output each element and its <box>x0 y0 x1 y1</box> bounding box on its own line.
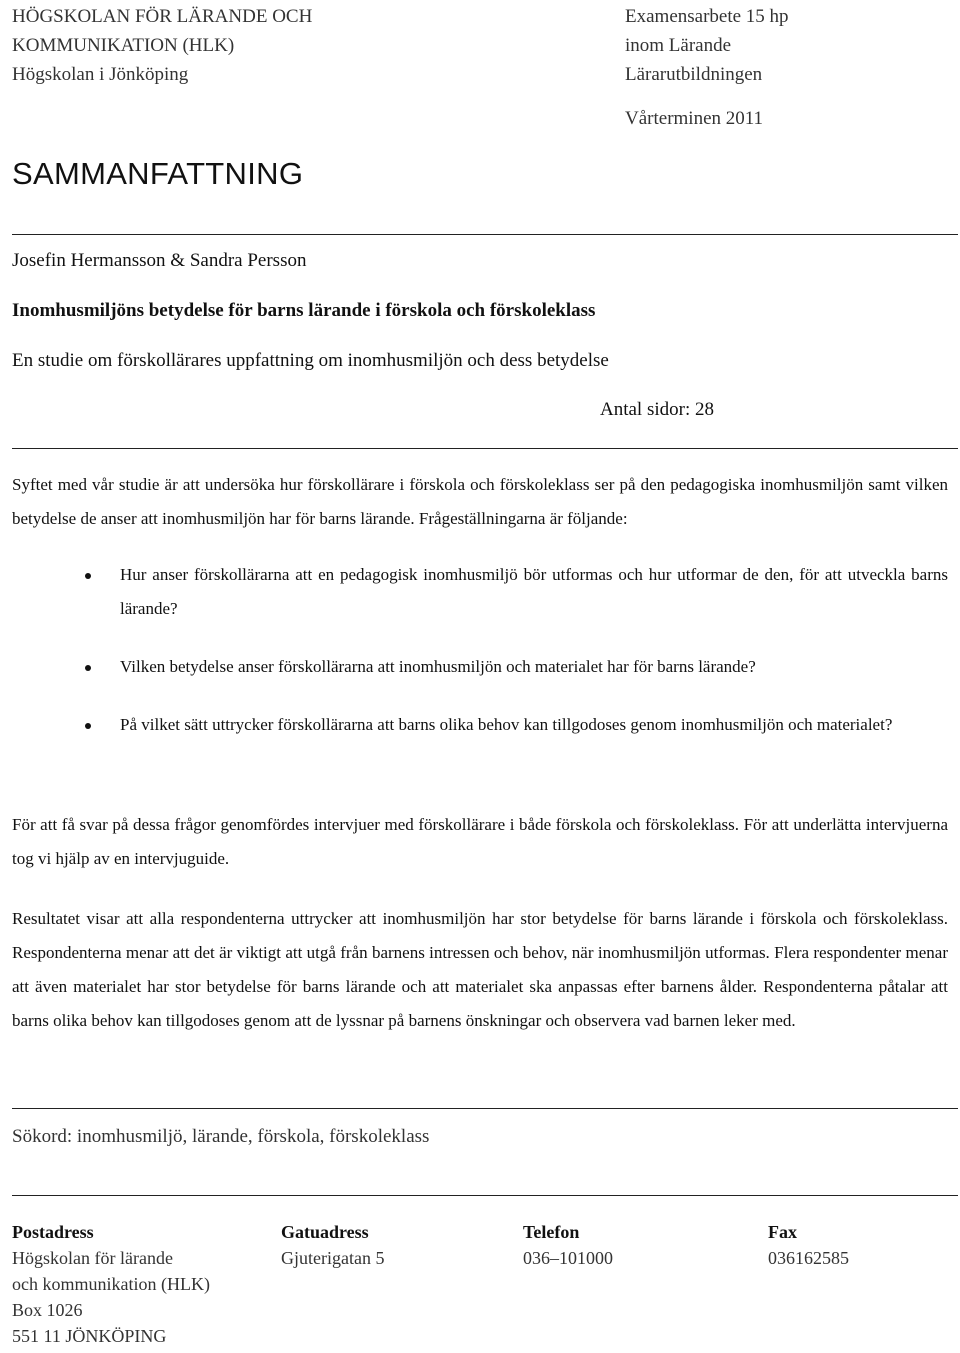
bullet-icon <box>85 573 91 579</box>
footer-line: Gjuterigatan 5 <box>281 1248 385 1268</box>
institution-line: Högskolan i Jönköping <box>12 64 189 85</box>
footer-heading: Gatuadress <box>281 1222 369 1242</box>
footer-fax <box>768 1219 849 1271</box>
institution-line: KOMMUNIKATION (HLK) <box>12 35 235 56</box>
authors: Josefin Hermansson & Sandra Persson <box>12 250 307 271</box>
footer-heading: Postadress <box>12 1222 94 1242</box>
footer-heading: Fax <box>768 1222 797 1242</box>
divider <box>12 448 958 449</box>
footer-postal-address <box>12 1219 210 1349</box>
divider <box>12 234 958 235</box>
abstract-method: För att få svar på dessa frågor genomfördes intervjuer med förskollärare i både förskola och förskoleklass. För att underlätta intervjuerna tog vi hjälp av en intervjuguide. <box>12 815 948 868</box>
bullet-icon <box>85 723 91 729</box>
footer-heading: Telefon <box>523 1222 580 1242</box>
footer-line: 036–101000 <box>523 1248 613 1268</box>
thesis-subtitle: En studie om förskollärares uppfattning om inomhusmiljön och dess betydelse <box>12 350 609 371</box>
course-line: Examensarbete 15 hp <box>625 6 789 27</box>
abstract-results: Resultatet visar att alla respondenterna uttrycker att inomhusmiljön har stor betydelse för barns lärande i förskola och förskoleklass. Respondenterna menar att det är viktigt att utgå från barnens intressen och behov, när inomhusmiljön utformas. Flera respondenter menar att även materialet har stor betydelse för barns lärande och att materialet ska anpassas efter barnens ålder. Respondenterna påtalar att barns olika behov kan tillgodoses genom att de lyssnar på barnens önskningar och observera vad barnen leker med. <box>12 909 948 1030</box>
institution-header <box>12 2 312 89</box>
footer-line: och kommunikation (HLK) <box>12 1274 210 1294</box>
divider <box>12 1195 958 1196</box>
research-questions <box>12 558 948 766</box>
list-item <box>12 558 948 626</box>
course-line: Lärarutbildningen <box>625 64 763 85</box>
list-item <box>12 650 948 684</box>
bullet-icon <box>85 665 91 671</box>
course-header <box>625 2 789 89</box>
course-line: inom Lärande <box>625 35 732 56</box>
footer-line: Högskolan för lärande <box>12 1248 173 1268</box>
page-count: Antal sidor: 28 <box>600 399 714 420</box>
keywords: Sökord: inomhusmiljö, lärande, förskola, förskoleklass <box>12 1126 430 1147</box>
list-item <box>12 708 948 742</box>
abstract-intro: Syftet med vår studie är att undersöka hur förskollärare i förskola och förskoleklass ser på den pedagogiska inomhusmiljön samt vilken betydelse de anser att inomhusmiljön har för barns lärande. Frågeställningarna är följande: <box>12 475 948 528</box>
question-text: Vilken betydelse anser förskollärarna att inomhusmiljön och materialet har för barns lärande? <box>120 657 756 676</box>
divider <box>12 1108 958 1109</box>
question-text: På vilket sätt uttrycker förskollärarna att barns olika behov kan tillgodoses genom inomhusmiljön och materialet? <box>120 715 893 734</box>
footer-street-address <box>281 1219 384 1271</box>
footer-line: 036162585 <box>768 1248 849 1268</box>
footer-phone <box>523 1219 613 1271</box>
footer-line: 551 11 JÖNKÖPING <box>12 1326 167 1346</box>
thesis-title: Inomhusmiljöns betydelse för barns lärande i förskola och förskoleklass <box>12 300 596 321</box>
question-text: Hur anser förskollärarna att en pedagogisk inomhusmiljö bör utformas och hur utformar de den, för att utveckla barns lärande? <box>120 565 948 618</box>
footer-line: Box 1026 <box>12 1300 83 1320</box>
term-label: Vårterminen 2011 <box>625 108 764 129</box>
page-title: SAMMANFATTNING <box>12 156 304 191</box>
institution-line: HÖGSKOLAN FÖR LÄRANDE OCH <box>12 6 313 27</box>
